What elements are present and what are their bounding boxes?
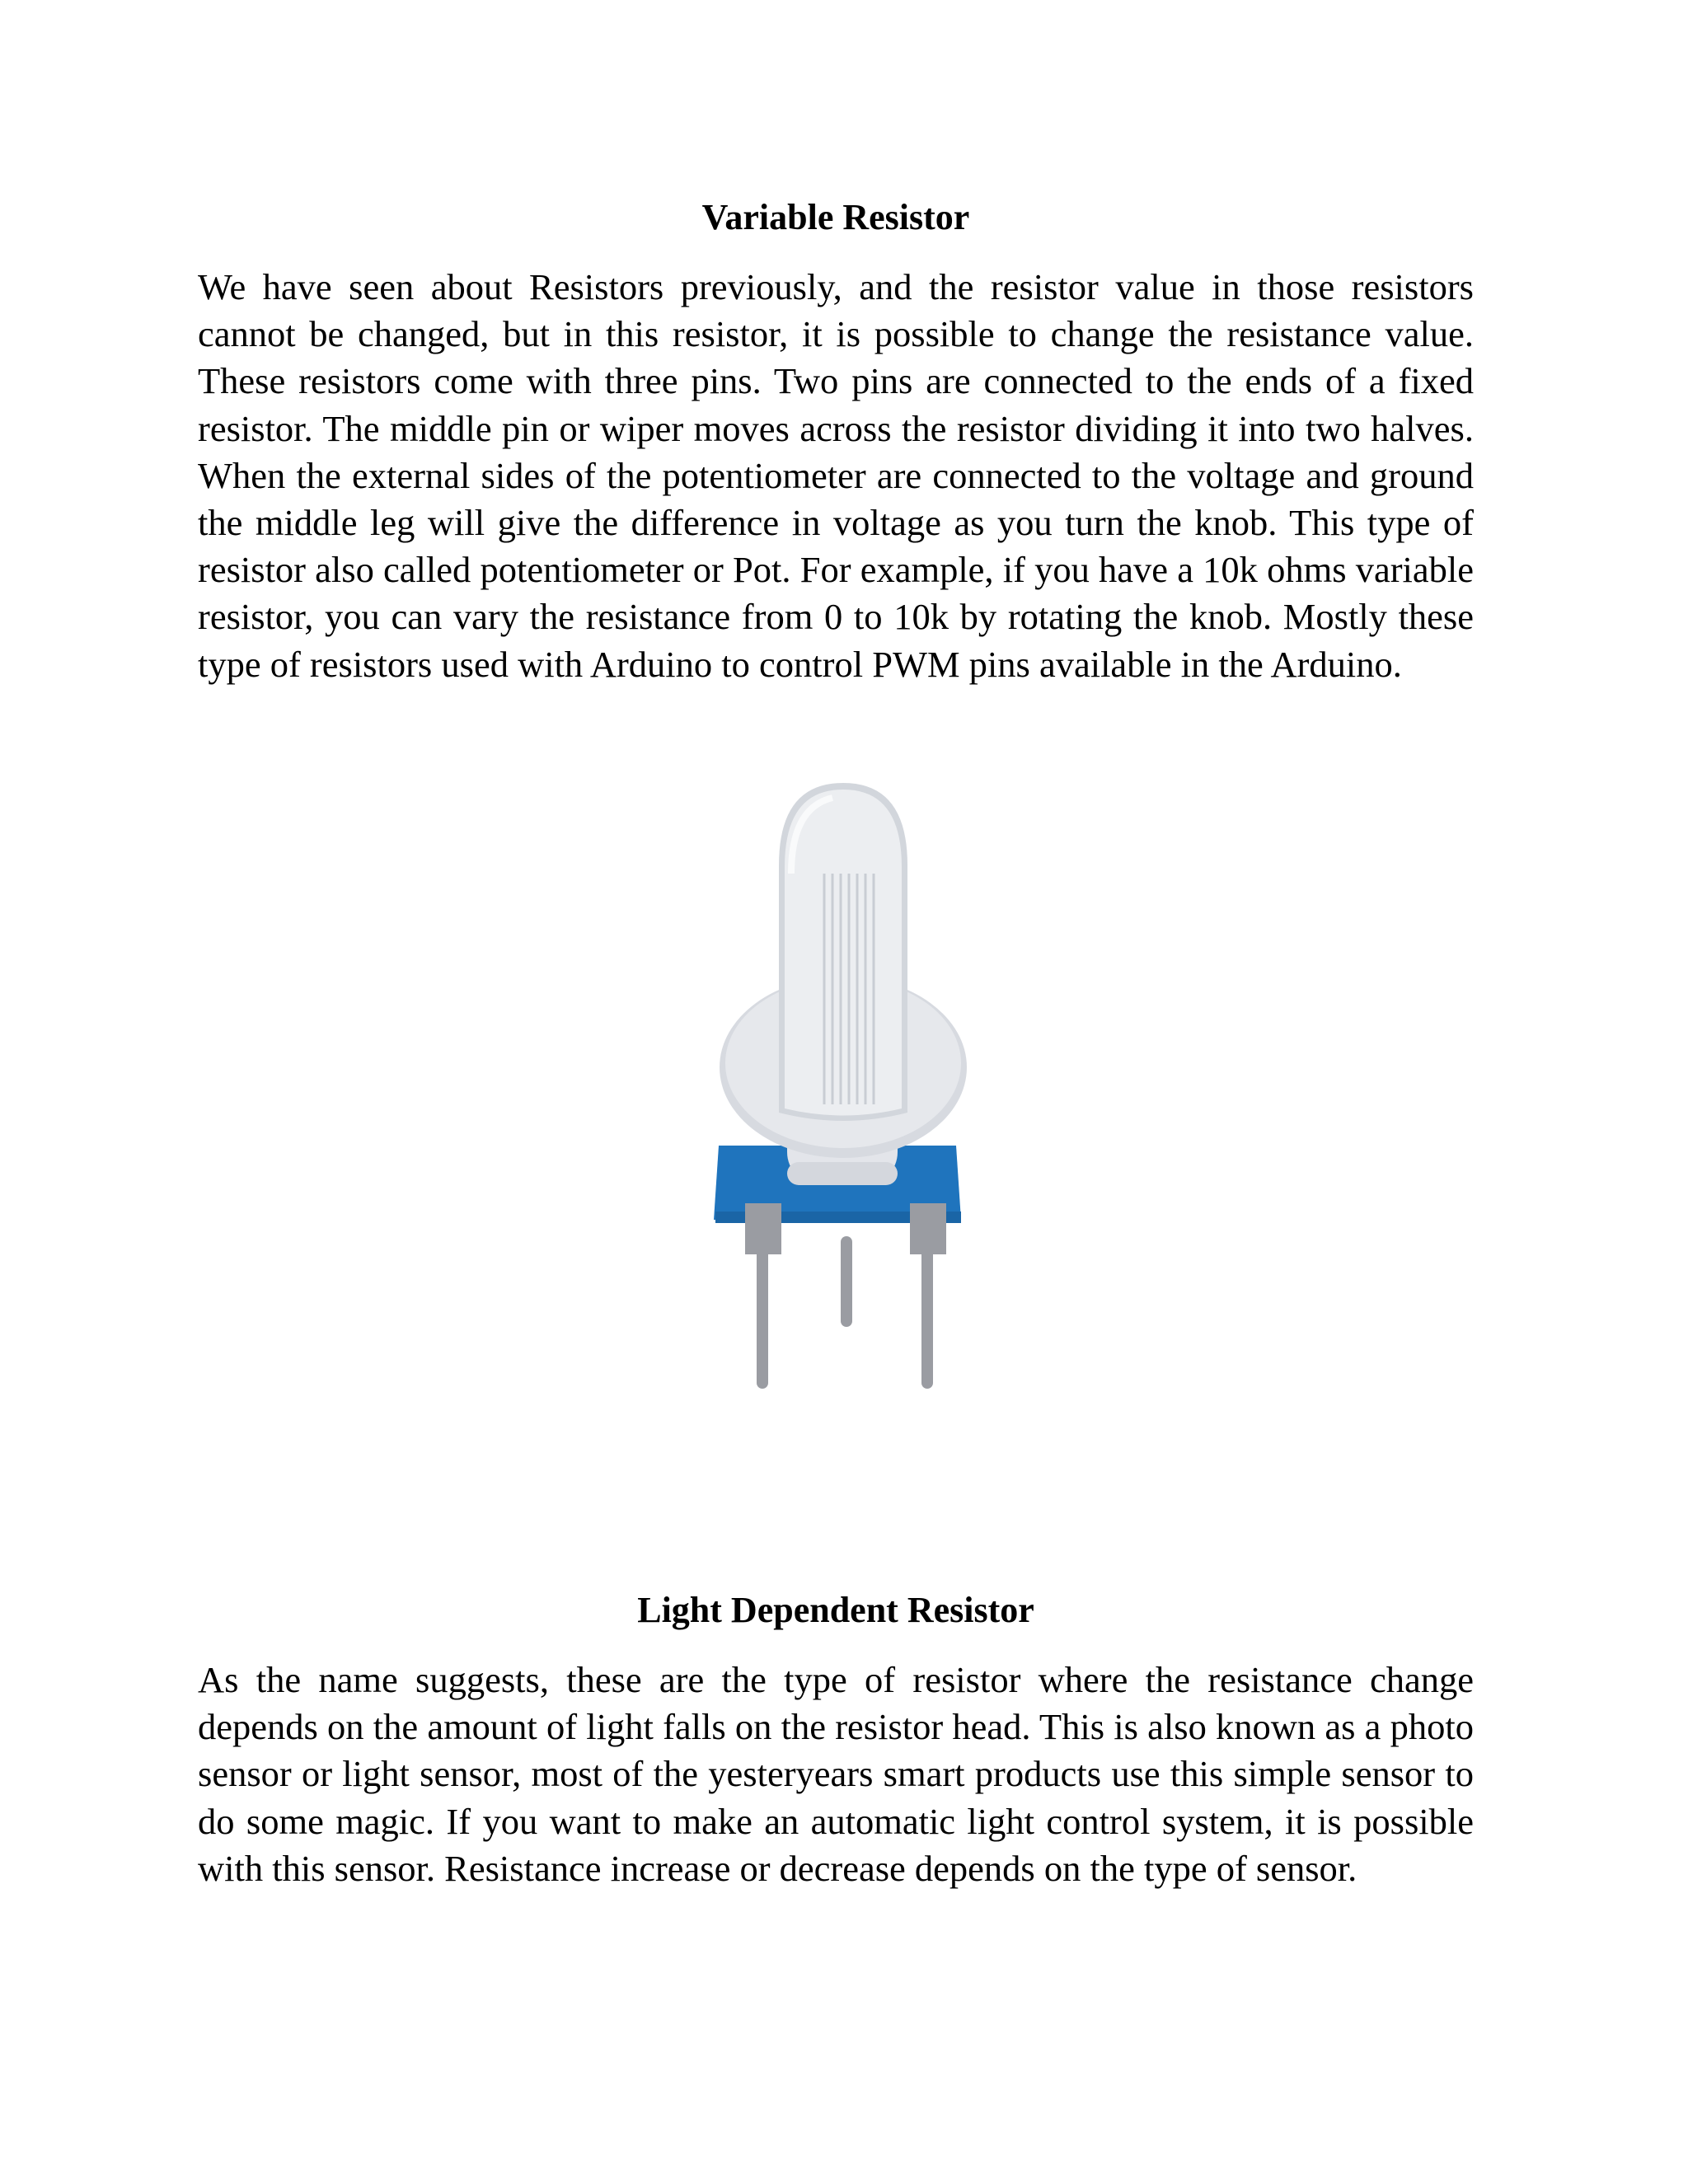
middle-pin xyxy=(841,1236,852,1327)
section-body-variable-resistor: We have seen about Resistors previously, and the resistor value in those resistors cannot be changed, but in this resistor, it is possible to change the resistance value. These resistors come with three pins. Two pins are connected to the ends of a fixed resistor. The middle pin or wiper moves across the resistor dividing it into two halves. When the external sides of the potentiometer are connected to the voltage and ground the middle leg will give the difference in voltage as you turn the knob. This type of resistor also called potentiometer or Pot. For example, if you have a 10k ohms variable resistor, you can vary the resistance from 0 to 10k by rotating the knob. Mostly these type of resistors used with Arduino to control PWM pins available in the Arduino. xyxy=(198,266,1474,685)
section-heading-light-dependent-resistor: Light Dependent Resistor xyxy=(637,1590,1034,1630)
potentiometer-icon xyxy=(709,775,981,1451)
right-pin xyxy=(921,1236,933,1389)
section-body-light-dependent-resistor: As the name suggests, these are the type of resistor where the resistance change depends on the amount of light falls on the resistor head. This is also known as a photo sensor or light sensor, most of the yesteryears smart products use this simple sensor to do some magic. If you want to make an automatic light control system, it is possible with this sensor. Resistance increase or decrease depends on the type of sensor. xyxy=(198,1659,1474,1889)
section-heading-variable-resistor: Variable Resistor xyxy=(701,197,970,237)
knob-grip-lines xyxy=(824,874,874,1104)
potentiometer-figure xyxy=(709,775,981,1451)
left-pin xyxy=(757,1236,768,1389)
